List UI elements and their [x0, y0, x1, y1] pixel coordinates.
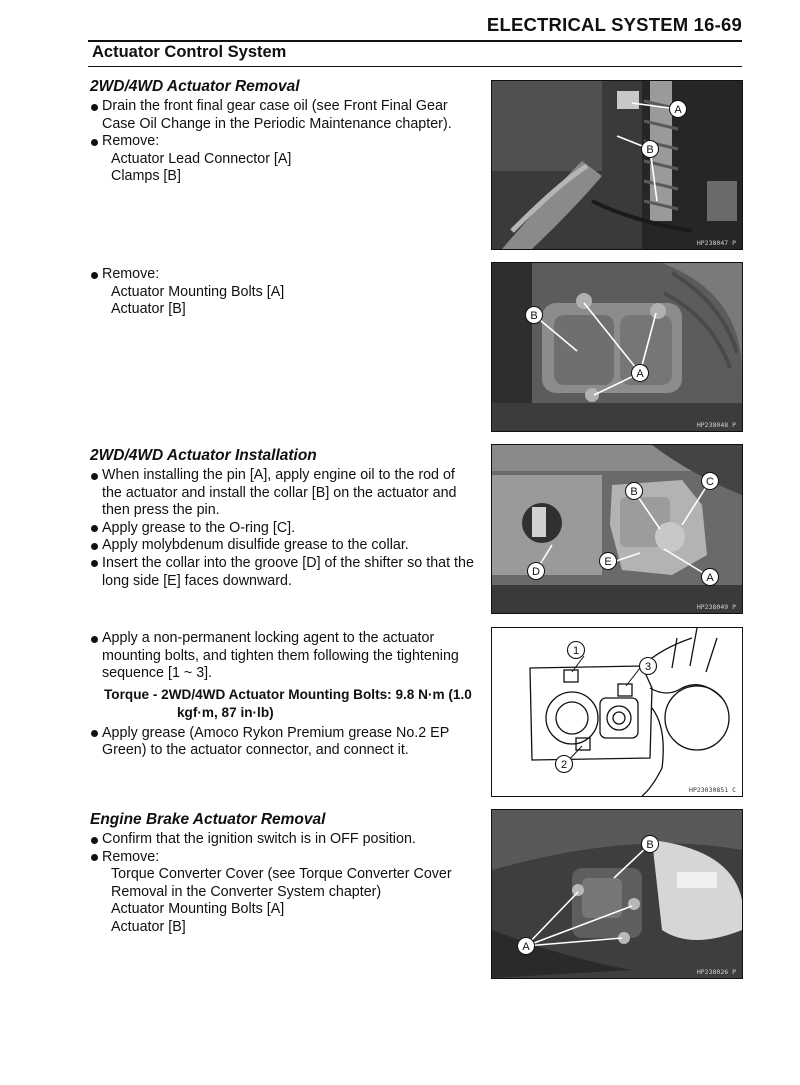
tightening-diagram: [491, 627, 743, 797]
engine-brake-bullet-2: Remove:: [88, 849, 476, 867]
removal-2wd-b-callout-a: A: [636, 368, 644, 380]
installation-bullet-2: Apply grease to the O-ring [C].: [88, 520, 476, 538]
installation-bullet-3: Apply molybdenum disulfide grease to the collar.: [88, 537, 476, 555]
removal-2wd-b-item-2: Actuator [B]: [111, 301, 186, 318]
tightening-callout-3: 3: [644, 661, 652, 673]
removal-2wd-b-block: [88, 266, 476, 319]
installation-photo: [491, 444, 743, 614]
tightening-block: [88, 630, 476, 760]
removal-2wd-b-figure-code: HP238048 P: [696, 421, 736, 429]
tightening-callout-1: 1: [572, 645, 580, 657]
section-title: Actuator Control System: [92, 43, 287, 61]
removal-2wd-figure-code: HP238047 P: [696, 239, 736, 247]
removal-2wd-callout-a: A: [674, 104, 682, 116]
engine-brake-callout-a: A: [522, 941, 530, 953]
torque-spec: [88, 686, 476, 722]
removal-2wd-b-photo-image: [492, 263, 742, 431]
installation-block: [88, 446, 476, 590]
torque-spec-line-2: kgf·m, 87 in·lb): [177, 704, 274, 720]
removal-2wd-photo-image: [492, 81, 742, 249]
tightening-bullet-2: Apply grease (Amoco Rykon Premium grease No.2 EP Green) to the actuator connector, and connect it.: [88, 725, 476, 760]
tightening-figure-code: HP23030851 C: [689, 786, 736, 794]
engine-brake-photo-image: [492, 810, 742, 978]
installation-callout-a: A: [706, 572, 714, 584]
installation-figure-code: HP238049 P: [696, 603, 736, 611]
removal-2wd-item-2: Clamps [B]: [111, 168, 181, 185]
installation-callout-c: C: [706, 476, 714, 488]
engine-brake-photo: [491, 809, 743, 979]
removal-2wd-bullet-2: Remove:: [88, 133, 476, 151]
engine-brake-item-2: Actuator Mounting Bolts [A]: [111, 901, 285, 918]
installation-bullet-4: Insert the collar into the groove [D] of the shifter so that the long side [E] faces downward.: [88, 555, 476, 590]
tightening-callout-2: 2: [560, 759, 568, 771]
removal-2wd-item-1: Actuator Lead Connector [A]: [111, 150, 292, 167]
installation-bullet-1: When installing the pin [A], apply engine oil to the rod of the actuator and install the collar [B] on the actuator and then press the pin.: [88, 467, 476, 520]
removal-2wd-b-item-1: Actuator Mounting Bolts [A]: [111, 283, 285, 300]
installation-photo-image: [492, 445, 742, 613]
torque-spec-line-1: Torque - 2WD/4WD Actuator Mounting Bolts: 9.8 N·m (1.0: [104, 686, 472, 702]
page-header-title: ELECTRICAL SYSTEM 16-69: [486, 14, 742, 35]
removal-2wd-b-bullet: Remove:: [88, 266, 476, 284]
removal-2wd-callout-b: B: [646, 144, 654, 156]
removal-2wd-photo: [491, 80, 743, 250]
tightening-diagram-image: [492, 628, 742, 796]
engine-brake-figure-code: HP238026 P: [696, 968, 736, 976]
tightening-bullet-1: Apply a non-permanent locking agent to the actuator mounting bolts, and tighten them following the tightening sequence [1 ~ 3].: [88, 630, 476, 683]
installation-callout-e: E: [604, 556, 612, 568]
header-rule: [88, 40, 742, 42]
removal-2wd-b-callout-b: B: [530, 310, 538, 322]
engine-brake-item-1: Torque Converter Cover (see Torque Converter Cover Removal in the Converter System chapter): [111, 866, 452, 900]
installation-callout-b: B: [630, 486, 638, 498]
engine-brake-callout-b: B: [646, 839, 654, 851]
engine-brake-bullet-1: Confirm that the ignition switch is in OFF position.: [88, 831, 476, 849]
removal-2wd-block: [88, 77, 476, 186]
section-rule: [88, 66, 742, 67]
engine-brake-item-3: Actuator [B]: [111, 918, 186, 935]
engine-brake-block: [88, 810, 476, 937]
removal-2wd-b-photo: [491, 262, 743, 432]
engine-brake-heading: Engine Brake Actuator Removal: [90, 811, 326, 828]
removal-2wd-heading: 2WD/4WD Actuator Removal: [90, 78, 300, 95]
installation-callout-d: D: [532, 566, 540, 578]
removal-2wd-bullet-1: Drain the front final gear case oil (see Front Final Gear Case Oil Change in the Periodic Maintenance chapter).: [88, 98, 476, 133]
installation-heading: 2WD/4WD Actuator Installation: [90, 447, 317, 464]
